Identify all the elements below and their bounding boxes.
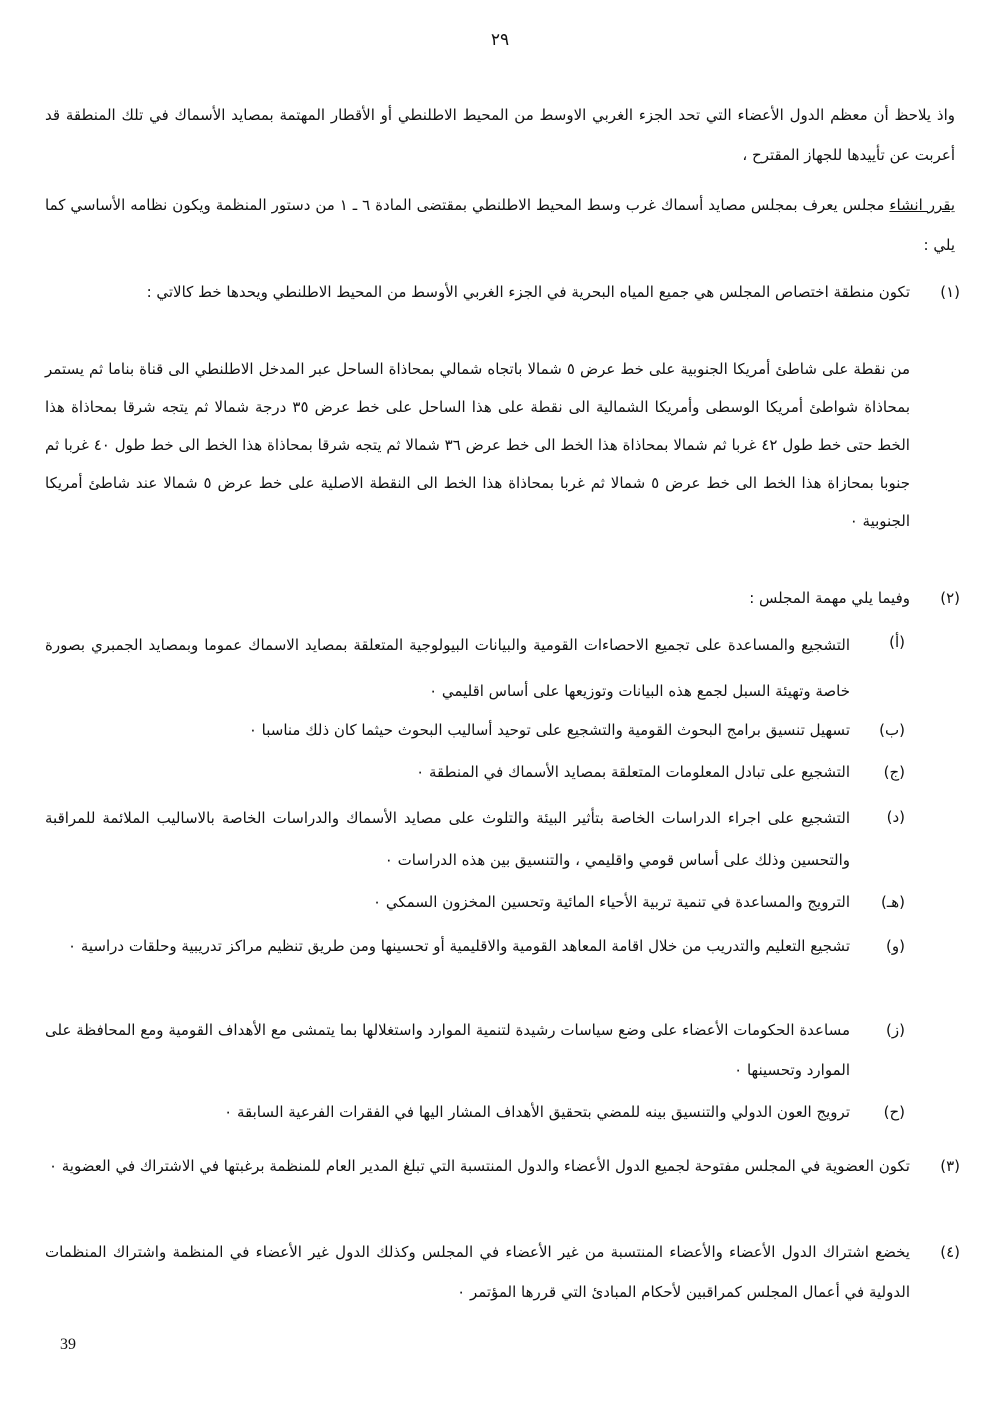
preamble-paragraph: واذ يلاحظ أن معظم الدول الأعضاء التي تحد الجزء الغربي الاوسط من المحيط الاطلنطي أو الأقطار المهتمة بمصايد الأسماك في تلك المنطقة قد أعربت عن تأييدها للجهاز المقترح ، [45, 106, 955, 164]
item-number: (٤) [940, 1243, 960, 1261]
function-text: ترويج العون الدولي والتنسيق بينه للمضي بتحقيق الأهداف المشار اليها في الفقرات الفرعية السابقة ٠ [224, 1103, 850, 1121]
function-number: (ز) [886, 1021, 905, 1039]
function-text: مساعدة الحكومات الأعضاء على وضع سياسات رشيدة لتنمية الموارد واستغلالها بما يتمشى مع الأهداف القومية ومع المحافظة على الموارد وتحسينها ٠ [45, 1021, 850, 1079]
function-number: (ج) [883, 763, 905, 781]
function-number: (أ) [889, 633, 905, 651]
function-number: (هـ) [880, 893, 905, 911]
footer-page-number: 39 [60, 1336, 76, 1353]
item-text: تكون منطقة اختصاص المجلس هي جميع المياه البحرية في الجزء الغربي الأوسط من المحيط الاطلنطي ويحدها خط كالاتي : [146, 283, 910, 301]
decision-text: مجلس يعرف بمجلس مصايد أسماك غرب وسط المحيط الاطلنطي بمقتضى المادة ٦ ـ ١ من دستور المنظمة ويكون نظامه الأساسي كما يلي : [45, 196, 955, 254]
item-text: وفيما يلي مهمة المجلس : [749, 589, 910, 607]
item-text: تكون العضوية في المجلس مفتوحة لجميع الدول الأعضاء والدول المنتسبة التي تبلغ المدير العام للمنظمة برغبتها في الاشتراك في العضوية ٠ [48, 1157, 910, 1175]
function-text: تسهيل تنسيق برامج البحوث القومية والتشجيع على توحيد أساليب البحوث حيثما كان ذلك مناسبا ٠ [248, 721, 850, 739]
function-text: التشجيع على تبادل المعلومات المتعلقة بمصايد الأسماك في المنطقة ٠ [416, 763, 850, 781]
function-number: (د) [886, 808, 905, 826]
boundary-description: من نقطة على شاطئ أمريكا الجنوبية على خط عرض ٥ شمالا باتجاه شمالي بمحاذاة الساحل عبر المدخل الاطلنطي الى قناة بناما ثم يستمر بمحاذاة شواطئ أمريكا الوسطى وأمريكا الشمالية الى نقطة على هذا الساحل على خط عرض ٣٥ درجة شمالا ثم يتجه شرقا بمحاذاة هذا الخط حتى خط طول ٤٢ غربا ثم شمالا بمحاذاة هذا الخط الى خط عرض ٣٦ شمالا ثم يتجه شرقا بمحاذاة هذا الخط الى خط طول ٤٠ غربا ثم جنوبا بمحازاة هذا الخط الى خط عرض ٥ شمالا ثم غربا بمحاذاة هذا الخط الى النقطة الاصلية على خط عرض ٥ شمالا عند شاطئ أمريكا الجنوبية ٠ [45, 360, 911, 530]
function-text: التشجيع والمساعدة على تجميع الاحصاءات القومية والبيانات البيولوجية المتعلقة بمصايد الاسماك عموما وبمصايد الجمبري بصورة خاصة وتهيئة السبل لجمع هذه البيانات وتوزيعها على أساس اقليمي ٠ [45, 636, 850, 700]
item-text: يخضع اشتراك الدول الأعضاء والأعضاء المنتسبة من غير الأعضاء في المجلس وكذلك الدول غير الأعضاء في المنظمة واشتراك المنظمات الدولية في أعمال المجلس كمراقبين لأحكام المبادئ التي قررها المؤتمر ٠ [45, 1243, 910, 1301]
item-number: (٢) [940, 589, 960, 607]
decision-paragraph [45, 185, 955, 265]
function-text: تشجيع التعليم والتدريب من خلال اقامة المعاهد القومية والاقليمية أو تحسينها ومن طريق تنظيم مراكز تدريبية وحلقات دراسية ٠ [68, 937, 850, 955]
function-text: التشجيع على اجراء الدراسات الخاصة بتأثير البيئة والتلوث على مصايد الأسماك والدراسات الخاصة بالاساليب الملائمة للمراقبة والتحسين وذلك على أساس قومي واقليمي ، والتنسيق بين هذه الدراسات ٠ [45, 809, 850, 869]
item-number: (٣) [940, 1157, 960, 1175]
function-text: الترويج والمساعدة في تنمية تربية الأحياء المائية وتحسين المخزون السمكي ٠ [373, 893, 850, 911]
function-number: (ح) [883, 1103, 905, 1121]
page-number-top: ٢٩ [490, 30, 510, 50]
function-number: (و) [886, 937, 905, 955]
item-number: (١) [940, 283, 960, 301]
decision-lead: يقرر انشاء [889, 196, 955, 214]
function-number: (ب) [879, 721, 905, 739]
